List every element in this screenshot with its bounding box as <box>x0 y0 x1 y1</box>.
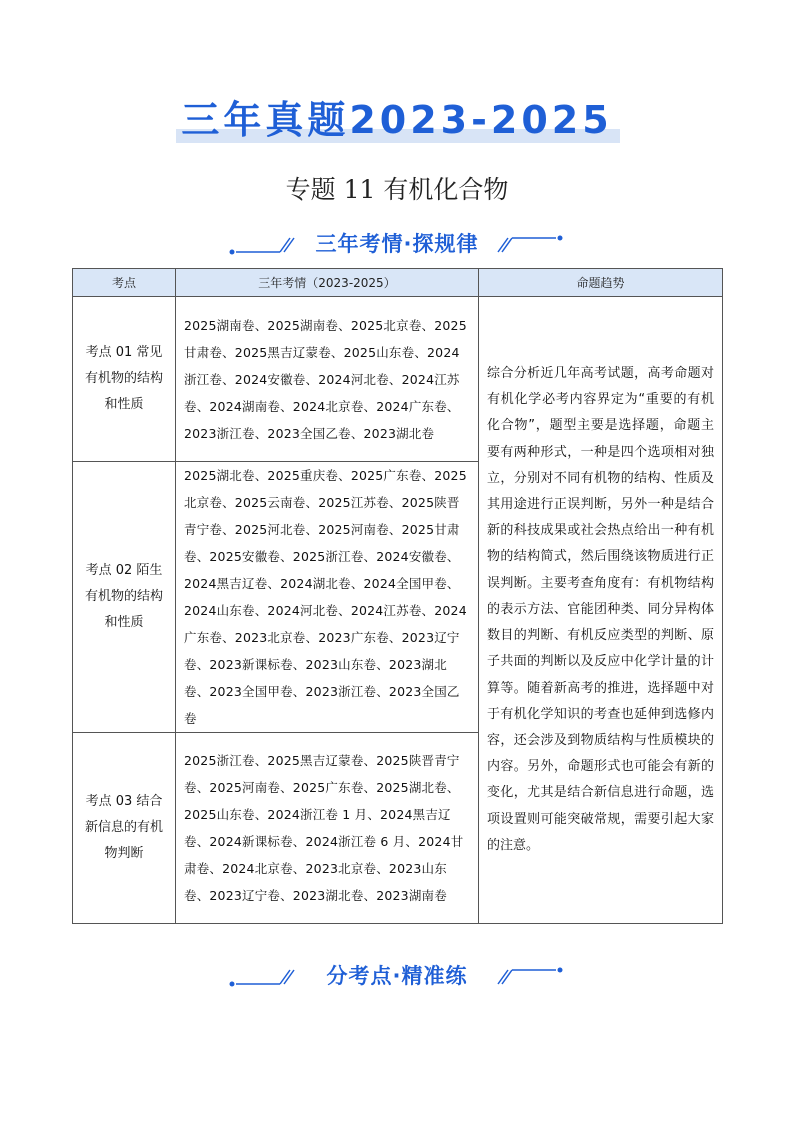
banner-title: 三年真题2023-2025 <box>181 98 613 142</box>
section-header-2 <box>0 961 794 991</box>
section-header-1 <box>0 229 794 259</box>
topic-subtitle: 专题 11 有机化合物 <box>285 175 509 204</box>
section-title: 三年考情·探规律 <box>315 232 479 256</box>
table-header-row <box>73 269 723 297</box>
exam-analysis-table <box>72 268 723 924</box>
table-row <box>73 297 723 462</box>
topic-cell: 考点 02 陌生有机物的结构和性质 <box>73 462 176 733</box>
topic-cell: 考点 01 常见有机物的结构和性质 <box>73 297 176 462</box>
topic-cell: 考点 03 结合新信息的有机物判断 <box>73 733 176 924</box>
section-title: 分考点·精准练 <box>326 964 468 988</box>
trend-cell: 综合分析近几年高考试题，高考命题对有机化学必考内容界定为“重要的有机化合物”，题型主要是选择题，命题主要有两种形式，一种是四个选项相对独立，分别对不同有机物的结构、性质及其用途进行正误判断，另外一种是结合新的科技成果或社会热点给出一种有机物的结构简式，然后围绕该物质进行正误判断。主要考查角度有：有机物结构的表示方法、官能团种类、同分异构体数目的判断、有机反应类型的判断、原子共面的判断以及反应中化学计量的计算等。随着新高考的推进，选择题中对于有机化学知识的考查也延伸到选修内容，还会涉及到物质结构与性质模块的内容。另外，命题形式也可能会有新的变化，尤其是结合新信息进行命题，选项设置则可能突破常规，需要引起大家的注意。 <box>479 297 723 924</box>
papers-cell: 2025湖北卷、2025重庆卷、2025广东卷、2025北京卷、2025云南卷、2025江苏卷、2025陕晋青宁卷、2025河北卷、2025河南卷、2025甘肃卷、2025安徽卷、2025浙江卷、2024安徽卷、2024黑吉辽卷、2024湖北卷、2024全国甲卷、2024山东卷、2024河北卷、2024江苏卷、2024广东卷、2023北京卷、2023广东卷、2023辽宁卷、2023新课标卷、2023山东卷、2023湖北卷、2023全国甲卷、2023浙江卷、2023全国乙卷 <box>176 462 479 733</box>
header-papers: 三年考情（2023-2025） <box>176 269 479 297</box>
header-topic: 考点 <box>73 269 176 297</box>
right-decoration-icon <box>494 961 564 991</box>
papers-cell: 2025湖南卷、2025湖南卷、2025北京卷、2025甘肃卷、2025黑吉辽蒙卷、2025山东卷、2024浙江卷、2024安徽卷、2024河北卷、2024江苏卷、2024湖南卷、2024北京卷、2024广东卷、2023浙江卷、2023全国乙卷、2023湖北卷 <box>176 297 479 462</box>
title-banner <box>0 96 794 156</box>
header-trend: 命题趋势 <box>479 269 723 297</box>
papers-cell: 2025浙江卷、2025黑吉辽蒙卷、2025陕晋青宁卷、2025河南卷、2025广东卷、2025湖北卷、2025山东卷、2024浙江卷 1 月、2024黑吉辽卷、2024新课标卷、2024浙江卷 6 月、2024甘肃卷、2024北京卷、2023北京卷、2023山东卷、2023辽宁卷、2023湖北卷、2023湖南卷 <box>176 733 479 924</box>
right-decoration-icon <box>494 229 564 259</box>
